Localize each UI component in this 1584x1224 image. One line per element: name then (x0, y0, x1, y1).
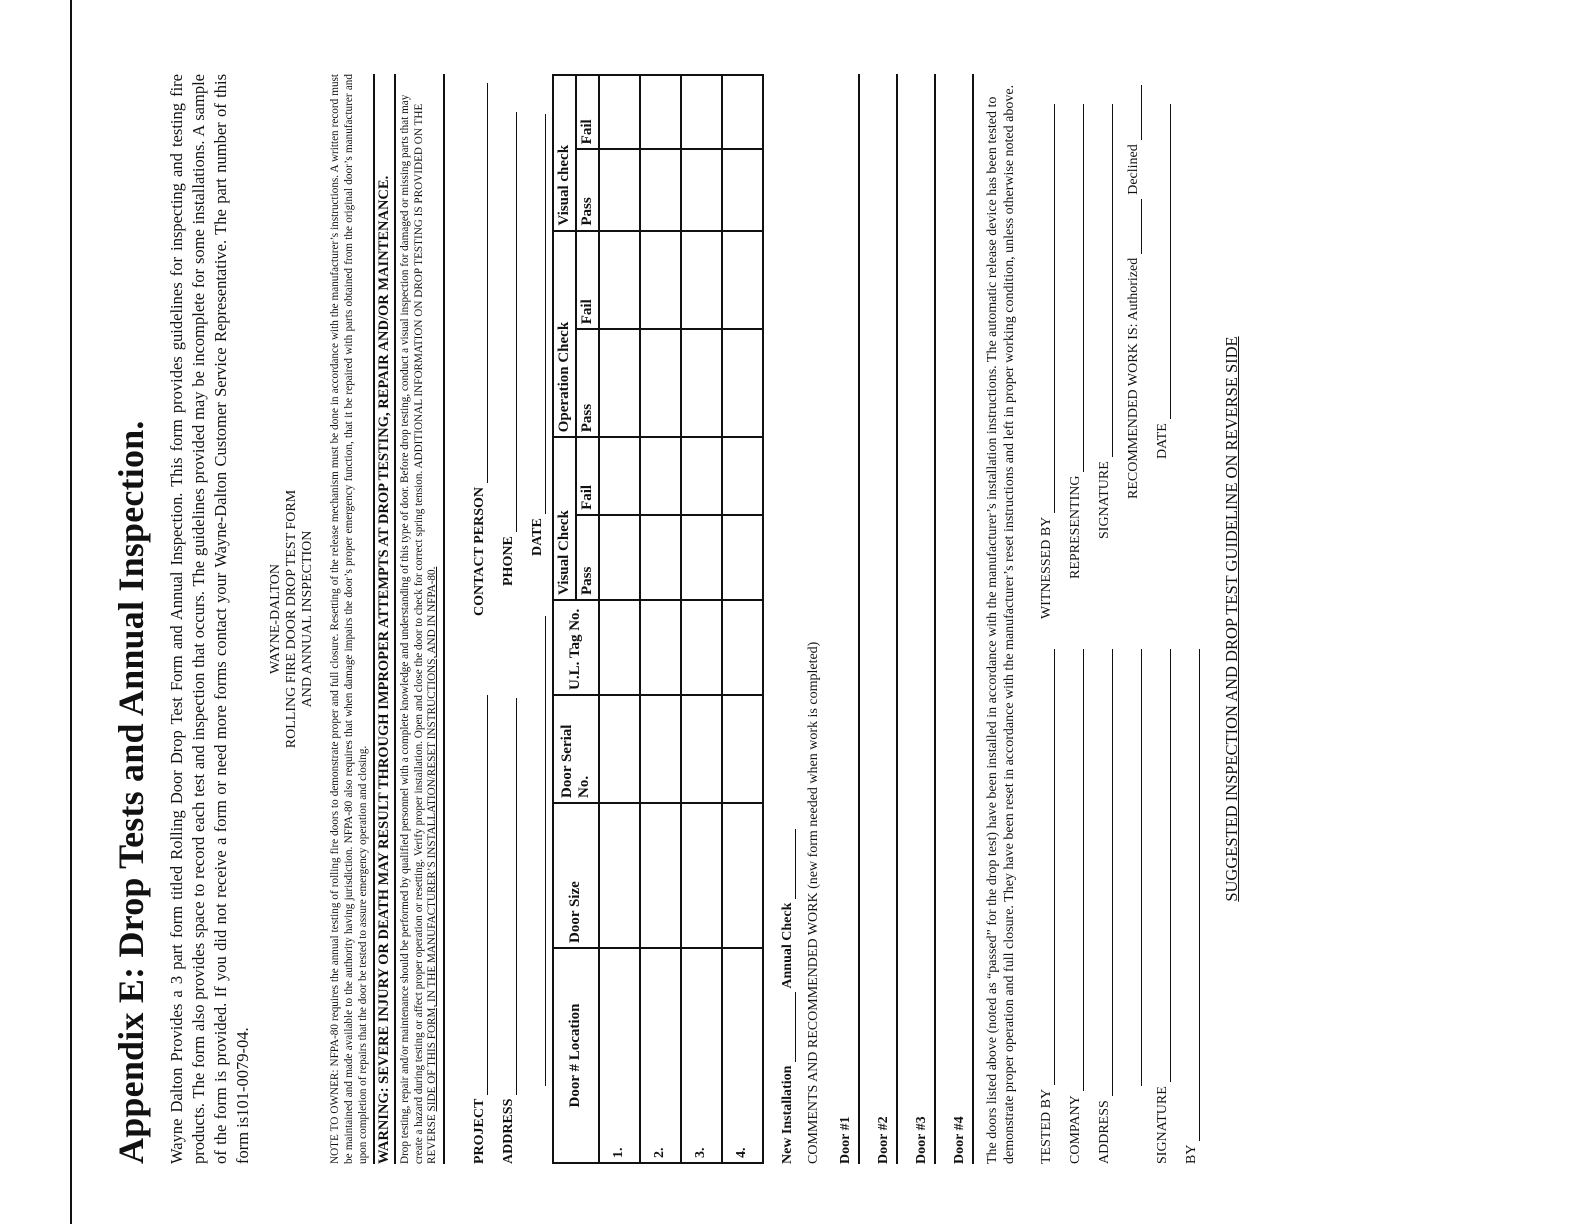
table-cell[interactable] (599, 803, 640, 948)
table-cell[interactable] (599, 149, 640, 230)
sub-fail: Fail (576, 75, 599, 149)
witness-signature-input[interactable] (1096, 104, 1113, 457)
company-input[interactable] (1067, 649, 1084, 1091)
new-installation-input[interactable] (781, 992, 796, 1062)
declined-label: Declined (1125, 144, 1141, 195)
address-input[interactable] (500, 698, 517, 1095)
table-cell[interactable] (722, 803, 763, 948)
table-cell[interactable] (599, 437, 640, 515)
signature-block (1026, 74, 1200, 1164)
col-ul-tag: U.L. Tag No. (553, 600, 599, 695)
table-cell[interactable] (640, 149, 681, 230)
table-row (640, 75, 681, 1163)
address-line2-input[interactable] (529, 616, 546, 1086)
certification-text: The doors listed above (noted as “passed” for the drop test) have been installed in accordance with the manufacturer’s installation instructions. The automatic release device has been tested to demonstrate proper operation and full closure. They have been reset in accordance with the manufacturer’s reset instructions and left in proper working condition, unless otherwise noted above. (984, 84, 1017, 1164)
table-cell[interactable] (681, 437, 722, 515)
table-cell[interactable] (599, 515, 640, 600)
row-number: 2. (640, 948, 681, 1163)
row-number: 4. (722, 948, 763, 1163)
representing-label: REPRESENTING (1067, 475, 1083, 579)
table-cell[interactable] (722, 695, 763, 803)
table-cell[interactable] (640, 231, 681, 330)
company-label: COMPANY (1067, 1095, 1083, 1164)
col-visual-check: Visual Check (553, 437, 576, 600)
procedure-text (394, 74, 445, 1164)
table-cell[interactable] (599, 75, 640, 149)
table-cell[interactable] (681, 600, 722, 695)
page-rule (70, 0, 72, 1224)
warning-text: WARNING: SEVERE INJURY OR DEATH MAY RESULT THROUGH IMPROPER ATTEMPTS AT DROP TESTING, REPAIR AND/OR MAINTENANCE. (376, 175, 392, 1164)
row-number: 3. (681, 948, 722, 1163)
table-cell[interactable] (599, 695, 640, 803)
witness-date-input[interactable] (1154, 104, 1171, 419)
form-header-line: ROLLING FIRE DOOR DROP TEST FORM (284, 489, 299, 749)
address-input[interactable] (1096, 649, 1113, 1096)
representing-input[interactable] (1067, 104, 1084, 472)
table-cell[interactable] (599, 231, 640, 330)
sub-fail: Fail (576, 437, 599, 515)
project-fields (459, 74, 546, 1164)
form-header-line: AND ANNUAL INSPECTION (300, 530, 315, 708)
witness-signature-label: SIGNATURE (1096, 461, 1112, 539)
form-header (268, 74, 316, 1164)
table-row (681, 75, 722, 1163)
check-type-row (780, 74, 796, 1164)
table-cell[interactable] (681, 231, 722, 330)
footer-note: SUGGESTED INSPECTION AND DROP TEST GUIDELINE ON REVERSE SIDE (1221, 336, 1241, 902)
witness-date-label: DATE (1154, 423, 1170, 459)
address-label: ADDRESS (500, 1098, 516, 1164)
by-label: BY (1183, 1144, 1199, 1164)
row-number: 1. (599, 948, 640, 1163)
tested-by-input[interactable] (1038, 649, 1055, 1085)
table-cell[interactable] (681, 515, 722, 600)
project-input[interactable] (471, 695, 488, 1095)
phone-label: PHONE (500, 536, 516, 586)
table-row (722, 75, 763, 1163)
document-body (110, 74, 1242, 1164)
table-cell[interactable] (640, 803, 681, 948)
table-cell[interactable] (722, 515, 763, 600)
table-cell[interactable] (722, 329, 763, 437)
sub-pass: Pass (576, 329, 599, 437)
new-installation-label: New Installation (779, 1065, 795, 1164)
door-4-comment[interactable] (936, 74, 974, 1164)
table-cell[interactable] (640, 437, 681, 515)
witnessed-by-label: WITNESSED BY (1038, 516, 1054, 619)
col-door-location: Door # Location (553, 948, 599, 1163)
table-cell[interactable] (599, 600, 640, 695)
procedure-underlined: SIDE OF THIS FORM, IN THE MANUFACTURER’S INSTALLATION/RESET INSTRUCTIONS, AND IN NFPA-80. (426, 566, 439, 1112)
date-input[interactable] (529, 114, 546, 514)
tested-by-label: TESTED BY (1038, 1088, 1054, 1164)
project-label: PROJECT (471, 1098, 487, 1164)
door-label: Door #3 (913, 1116, 929, 1164)
door-3-comment[interactable] (898, 74, 936, 1164)
sub-fail: Fail (576, 231, 599, 330)
sub-pass: Pass (576, 149, 599, 230)
form-header-line: WAYNE-DALTON (268, 564, 283, 674)
table-cell[interactable] (722, 231, 763, 330)
table-cell[interactable] (599, 329, 640, 437)
phone-input[interactable] (500, 112, 517, 532)
col-visual-check-2: Visual check (553, 75, 576, 231)
address-label: ADDRESS (1096, 1100, 1112, 1164)
declined-input[interactable] (1127, 85, 1142, 140)
door-test-table (552, 74, 764, 1164)
witnessed-by-input[interactable] (1038, 104, 1055, 513)
table-cell[interactable] (640, 329, 681, 437)
table-cell[interactable] (722, 600, 763, 695)
table-cell[interactable] (722, 75, 763, 149)
col-operation-check: Operation Check (553, 231, 576, 438)
contact-person-label: CONTACT PERSON (471, 486, 487, 616)
table-cell[interactable] (640, 515, 681, 600)
table-row (599, 75, 640, 1163)
table-cell[interactable] (640, 75, 681, 149)
signature-label: SIGNATURE (1154, 1086, 1170, 1164)
signature-input[interactable] (1154, 649, 1171, 1082)
sub-pass: Pass (576, 515, 599, 600)
comments-heading: COMMENTS AND RECOMMENDED WORK (new form needed when work is completed) (805, 641, 821, 1164)
annual-check-label: Annual Check (779, 902, 795, 989)
table-cell[interactable] (722, 149, 763, 230)
table-cell[interactable] (681, 803, 722, 948)
intro-paragraph: Wayne Dalton Provides a 3 part form titled Rolling Door Drop Test Form and Annual Inspection. This form provides guidelines for inspecting and testing fire products. The form also provides space to record each test and inspection that occurs. The guidelines provided may be incomplete for some installations. A sample of the form is provided. If you did not receive a form or need more forms contact your Wayne-Dalton Customer Service Representative. The part number of this form is101-0079-04. (167, 74, 252, 1164)
table-cell[interactable] (681, 149, 722, 230)
table-cell[interactable] (681, 329, 722, 437)
col-door-size: Door Size (553, 803, 599, 948)
col-serial: Door Serial No. (553, 695, 599, 803)
owner-note: NOTE TO OWNER: NFPA-80 requires the annual testing of rolling fire doors to demonstrate proper and full closure. Resetting of the release mechanism must be done in accordance with the manufacturer’s instructions. A written record must be maintained and made available to the authority having jurisdiction. NFPA-80 also requires that when damage impairs the door’s proper emergency function, that it be repaired with parts obtained from the original door’s manufacturer and upon completion of repairs that the door be tested to assure emergency operation and closing. (329, 74, 369, 1164)
table-cell[interactable] (681, 695, 722, 803)
door-1-comment[interactable] (822, 74, 860, 1164)
door-label: Door #1 (837, 1116, 853, 1164)
door-2-comment[interactable] (860, 74, 898, 1164)
annual-check-input[interactable] (781, 829, 796, 899)
recommended-work-label: RECOMMENDED WORK IS: Authorized (1125, 257, 1141, 499)
authorized-input[interactable] (1127, 199, 1142, 254)
table-cell[interactable] (640, 600, 681, 695)
by-input[interactable] (1183, 649, 1200, 1141)
table-cell[interactable] (722, 437, 763, 515)
page-title: Appendix E: Drop Tests and Annual Inspection. (111, 420, 151, 1164)
door-label: Door #4 (951, 1116, 967, 1164)
procedure-main: Drop testing, repair and/or maintenance should be performed by qualified personnel with a complete knowledge and understanding of this type of door. Before drop testing, conduct a visual inspection for damaged or missing parts that may create a hazard during testing or affect proper operation or resetting. Verify proper installation. Open and close the door to check for correct spring tension. ADDITIONAL INFORMATION ON DROP TESTING IS PROVIDED ON THE REVERSE (399, 94, 439, 1164)
contact-person-input[interactable] (471, 83, 488, 483)
table-cell[interactable] (640, 695, 681, 803)
table-cell[interactable] (681, 75, 722, 149)
address-line2-input[interactable] (1125, 649, 1142, 1086)
door-label: Door #2 (875, 1116, 891, 1164)
date-label: DATE (529, 518, 545, 556)
